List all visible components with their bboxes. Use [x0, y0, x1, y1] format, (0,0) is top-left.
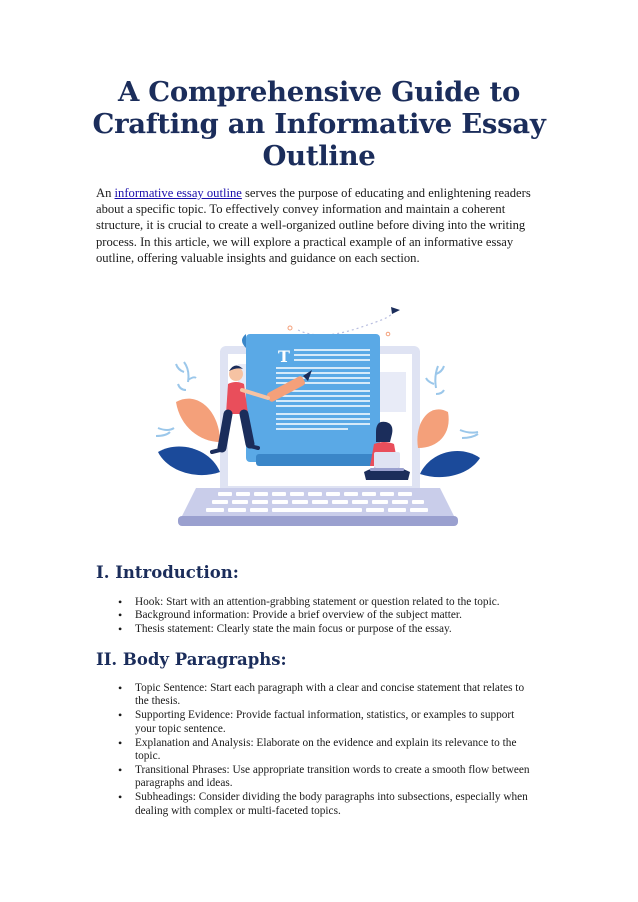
list-item-hook: • Hook: Start with an attention-grabbing statement or question related to the topic. [135, 596, 535, 609]
leaf-salmon-left [176, 399, 220, 442]
informative-essay-outline-link[interactable]: informative essay outline [114, 186, 242, 200]
introduction-list [96, 596, 535, 636]
document-scroll-bottom [256, 454, 382, 466]
screen-panel [380, 372, 406, 412]
section-heading-body-paragraphs: II. Body Paragraphs: [96, 650, 287, 669]
list-item-transitional-phrases: • Transitional Phrases: Use appropriate transition words to create a smooth flow between paragraphs and ideas. [135, 764, 535, 791]
leaf-salmon-right [417, 409, 448, 448]
laptop-base [178, 516, 458, 526]
deco-circle [288, 326, 292, 330]
list-item-subheadings: • Subheadings: Consider dividing the body paragraphs into subsections, especially when dealing with complex or multi-faceted topics. [135, 791, 535, 818]
intro-paragraph [96, 185, 550, 266]
leaf-navy-right [420, 451, 480, 477]
dotted-path [298, 310, 396, 335]
essay-writing-illustration [148, 302, 488, 534]
section-heading-introduction: I. Introduction: [96, 563, 239, 582]
leaf-sprig-right-2 [460, 430, 478, 438]
list-item-thesis: • Thesis statement: Clearly state the main focus or purpose of the essay. [135, 623, 535, 636]
leaf-sprig-left [176, 362, 196, 390]
intro-rest: serves the purpose of educating and enlightening readers about a specific topic. To effectively convey information and maintain a coherent structure, it is crucial to create a well-organized outline before diving into the writing process. In this article, we will explore a practical example of an informative essay outline, offering valuable insights and guidance on each section. [96, 186, 531, 265]
list-item-explanation: • Explanation and Analysis: Elaborate on the evidence and explain its relevance to the topic. [135, 737, 535, 764]
list-item-supporting-evidence: • Supporting Evidence: Provide factual information, statistics, or examples to support your topic sentence. [135, 709, 535, 736]
list-item-topic-sentence: • Topic Sentence: Start each paragraph with a clear and concise statement that relates to the thesis. [135, 682, 535, 709]
document-curl [242, 334, 246, 348]
paper-plane-icon [391, 307, 400, 314]
list-item-background: • Background information: Provide a brief overview of the subject matter. [135, 609, 535, 622]
document-letter: T [278, 347, 290, 366]
deco-circle [386, 332, 390, 336]
page-title: A Comprehensive Guide to Crafting an Informative Essay Outline [92, 76, 546, 172]
leaf-sprig-right [426, 366, 444, 394]
body-paragraphs-list [96, 682, 535, 819]
leaf-sprig-left-2 [156, 428, 174, 436]
intro-lead: An [96, 186, 115, 200]
